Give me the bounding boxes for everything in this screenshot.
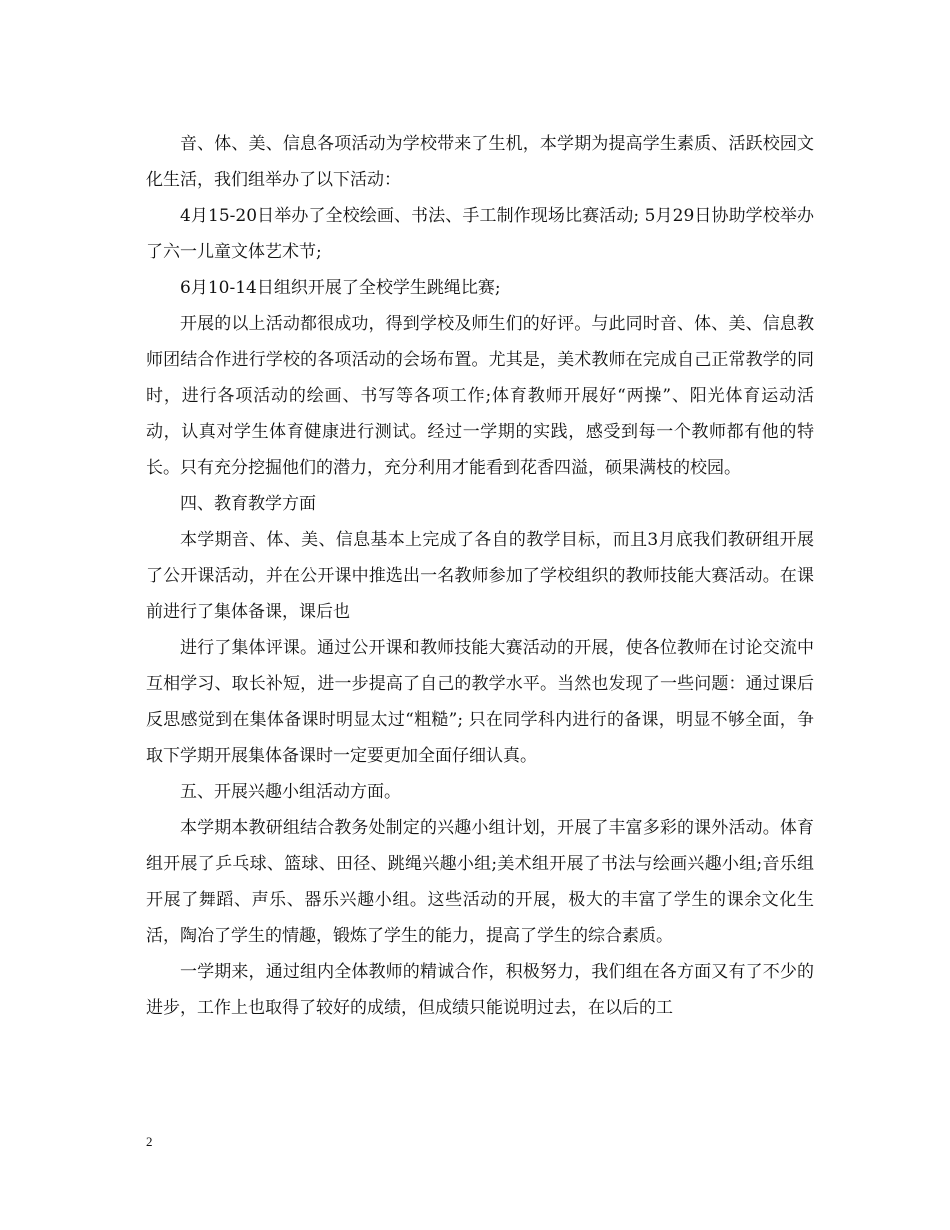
section-heading-interest-groups: 五、开展兴趣小组活动方面。 — [180, 782, 401, 802]
paragraph-activities-summary: 开展的以上活动都很成功，得到学校及师生们的好评。与此同时音、体、美、信息教师团结合作进行学校的各项活动的会场布置。尤其是，美术教师在完成自己正常教学的同时，进行各项活动的绘画、书写等各项工作;体育教师开展好“两操”、阳光体育运动活动，认真对学生体育健康进行测试。经过一学期的实践，感受到每一个教师都有他的特长。只有充分挖掘他们的潜力，充分利用才能看到花香四溢，硕果满枝的校园。 — [146, 314, 814, 478]
paragraph-june-event: 6月10-14日组织开展了全校学生跳绳比赛; — [180, 278, 501, 298]
paragraph-activities-intro: 音、体、美、信息各项活动为学校带来了生机，本学期为提高学生素质、活跃校园文化生活，我们组举办了以下活动： — [146, 134, 814, 190]
page-number: 2 — [146, 1134, 153, 1149]
section-heading-teaching: 四、教育教学方面 — [180, 494, 316, 514]
paragraph-interest-groups: 本学期本教研组结合教务处制定的兴趣小组计划，开展了丰富多彩的课外活动。体育组开展了乒乓球、篮球、田径、跳绳兴趣小组;美术组开展了书法与绘画兴趣小组;音乐组开展了舞蹈、声乐、器乐兴趣小组。这些活动的开展，极大的丰富了学生的课余文化生活，陶冶了学生的情趣，锻炼了学生的能力，提高了学生的综合素质。 — [146, 818, 814, 946]
paragraph-teaching-goals: 本学期音、体、美、信息基本上完成了各自的教学目标，而且3月底我们教研组开展了公开课活动，并在公开课中推选出一名教师参加了学校组织的教师技能大赛活动。在课前进行了集体备课，课后也 — [146, 530, 814, 622]
paragraph-teaching-review: 进行了集体评课。通过公开课和教师技能大赛活动的开展，使各位教师在讨论交流中互相学习、取长补短，进一步提高了自己的教学水平。当然也发现了一些问题：通过课后反思感觉到在集体备课时明显太过“粗糙”; 只在同学科内进行的备课，明显不够全面，争取下学期开展集体备课时一定要更加全面仔细认真。 — [146, 638, 814, 766]
paragraph-april-may-events: 4月15-20日举办了全校绘画、书法、手工制作现场比赛活动; 5月29日协助学校举办了六一儿童文体艺术节; — [146, 206, 814, 262]
document-body — [146, 126, 814, 1026]
paragraph-semester-conclusion: 一学期来，通过组内全体教师的精诚合作，积极努力，我们组在各方面又有了不少的进步，工作上也取得了较好的成绩，但成绩只能说明过去，在以后的工 — [146, 962, 814, 1018]
